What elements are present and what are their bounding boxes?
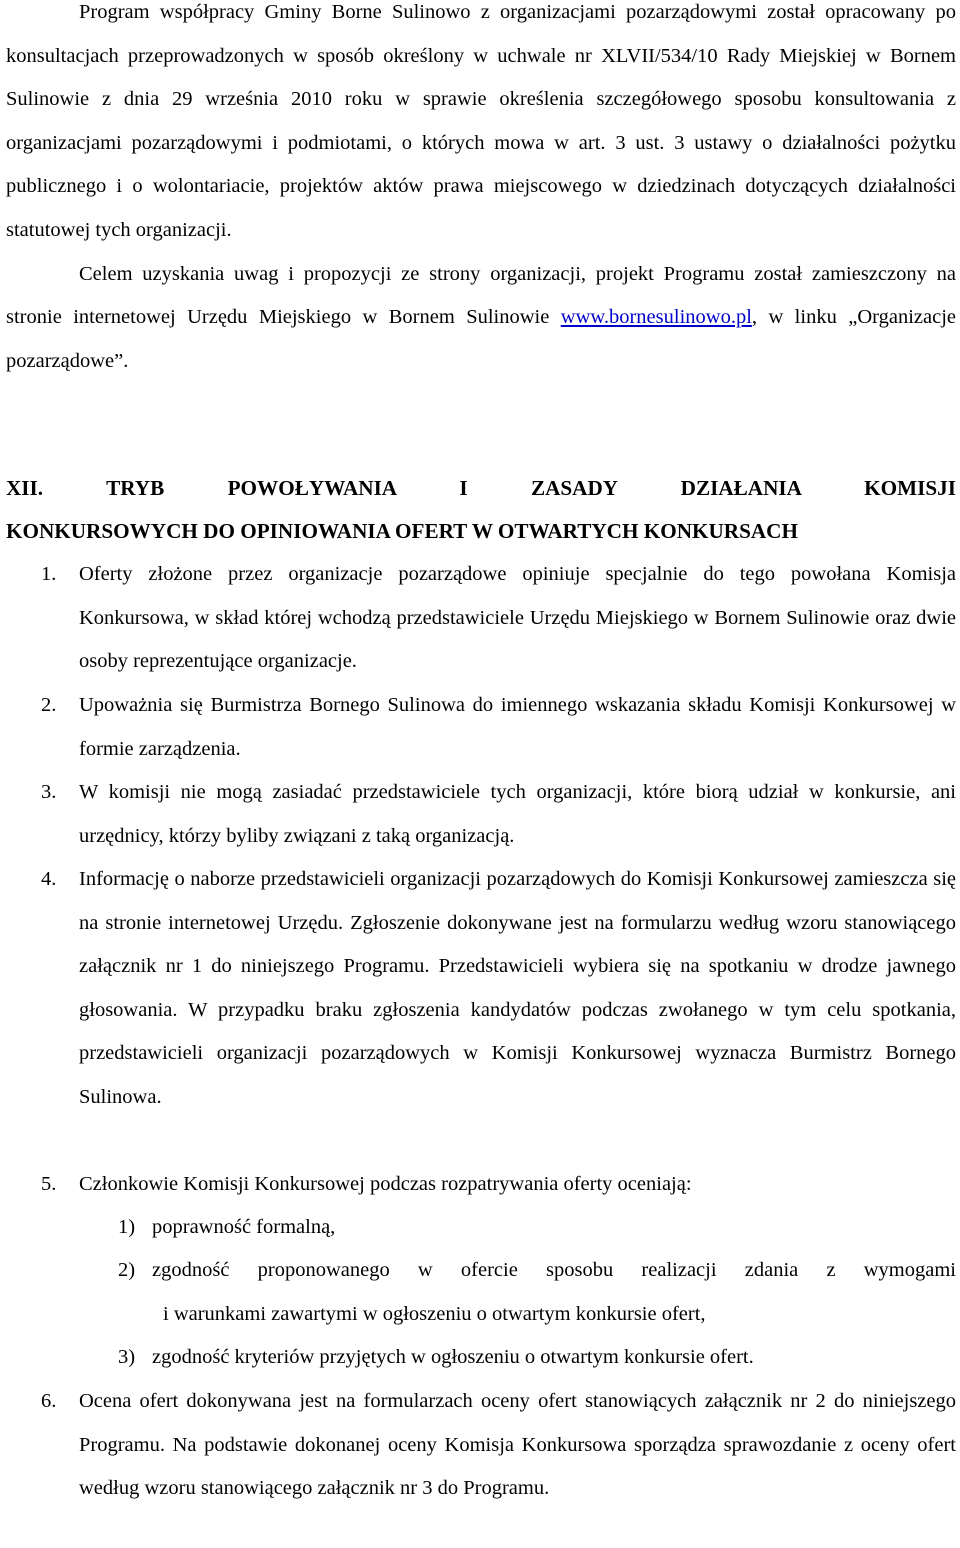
list-item-3 — [6, 771, 956, 858]
section-heading-line1: XII. TRYB POWOŁYWANIA I ZASADY DZIAŁANIA KOMISJI — [6, 476, 956, 500]
list-item-text: Ocena ofert dokonywana jest na formularzach oceny ofert stanowiących załącznik nr 2 do niniejszego Programu. Na podstawie dokonanej oceny Komisja Konkursowa sporządza sprawozdanie z oceny ofert według wzoru stanowiącego załącznik nr 3 do Programu. — [79, 1390, 956, 1500]
document-page — [6, 0, 956, 392]
list-item-number: 6. — [41, 1390, 57, 1412]
sub-item-3 — [6, 1336, 956, 1380]
list-item-number: 2. — [41, 694, 57, 716]
sub-item-text-line1: zgodność proponowanego w ofercie sposobu realizacji zdania z wymogami — [152, 1259, 956, 1281]
list-item-number: 3. — [41, 781, 57, 803]
section-heading-line2: KONKURSOWYCH DO OPINIOWANIA OFERT W OTWARTYCH KONKURSACH — [6, 519, 798, 543]
sub-item-text: zgodność kryteriów przyjętych w ogłoszeniu o otwartym konkursie ofert. — [152, 1346, 754, 1368]
list-item-text: W komisji nie mogą zasiadać przedstawiciele tych organizacji, które biorą udział w konkursie, ani urzędnicy, którzy byliby związani z taką organizacją. — [79, 781, 956, 847]
sub-item-number: 2) — [118, 1259, 136, 1281]
list-item-4 — [6, 858, 956, 1120]
list-item-5 — [6, 1163, 956, 1207]
sub-item-text-line2: i warunkami zawartymi w ogłoszeniu o otwartym konkursie ofert, — [163, 1302, 706, 1325]
sub-item-text: poprawność formalną, — [152, 1216, 336, 1238]
paragraph-publication-text: Celem uzyskania uwag i propozycji ze strony organizacji, projekt Programu został zamieszczony na stronie internetowej Urzędu Miejskiego w Bornem Sulinowie — [6, 262, 956, 329]
sub-item-number: 1) — [118, 1216, 136, 1238]
list-item-2 — [6, 684, 956, 771]
list-item-number: 4. — [41, 868, 57, 890]
sub-item-1 — [6, 1206, 956, 1250]
list-item-number: 5. — [41, 1173, 57, 1195]
list-item-text: Oferty złożone przez organizacje pozarządowe opiniuje specjalnie do tego powołana Komisja Konkursowa, w skład której wchodzą przedstawiciele Urzędu Miejskiego w Bornem Sulinowie oraz dwie osoby reprezentujące organizacje. — [79, 563, 956, 673]
sub-item-number: 3) — [118, 1346, 136, 1368]
sub-item-2 — [6, 1249, 956, 1336]
list-item-text: Upoważnia się Burmistrza Bornego Sulinowa do imiennego wskazania składu Komisji Konkursowej w formie zarządzenia. — [79, 694, 956, 760]
paragraph-consultation: Program współpracy Gminy Borne Sulinowo z organizacjami pozarządowymi został opracowany po konsultacjach przeprowadzonych w sposób określony w uchwale nr XLVII/534/10 Rady Miejskiej w Bornem Sulinowie z dnia 29 września 2010 roku w sprawie określenia szczegółowego sposobu konsultowania z organizacjami pozarządowymi i podmiotami, o których mowa w art. 3 ust. 3 ustawy o działalności pożytku publicznego i o wolontariacie, projektów aktów prawa miejscowego w dziedzinach dotyczących działalności statutowej tych organizacji. — [6, 1, 956, 241]
list-item-1 — [6, 553, 956, 684]
list-item-6 — [6, 1380, 956, 1511]
paragraph-publication-tail: , w linku „Organizacje pozarządowe”. — [6, 306, 956, 372]
list-item-text: Informację o naborze przedstawicieli organizacji pozarządowych do Komisji Konkursowej zamieszcza się na stronie internetowej Urzędu. Zgłoszenie dokonywane jest na formularzu według wzoru stanowiącego załącznik nr 1 do niniejszego Programu. Przedstawicieli wybiera się na spotkaniu w drodze jawnego głosowania. W przypadku braku zgłoszenia kandydatów podczas zwołanego w tym celu spotkania, przedstawicieli organizacji pozarządowych w Komisji Konkursowej wyznacza Burmistrz Bornego Sulinowa. — [79, 868, 956, 1108]
website-link[interactable]: www.bornesulinowo.pl — [560, 306, 752, 329]
list-item-text: Członkowie Komisji Konkursowej podczas rozpatrywania oferty oceniają: — [79, 1173, 692, 1195]
list-item-number: 1. — [41, 563, 57, 585]
paragraph-publication — [6, 253, 956, 384]
